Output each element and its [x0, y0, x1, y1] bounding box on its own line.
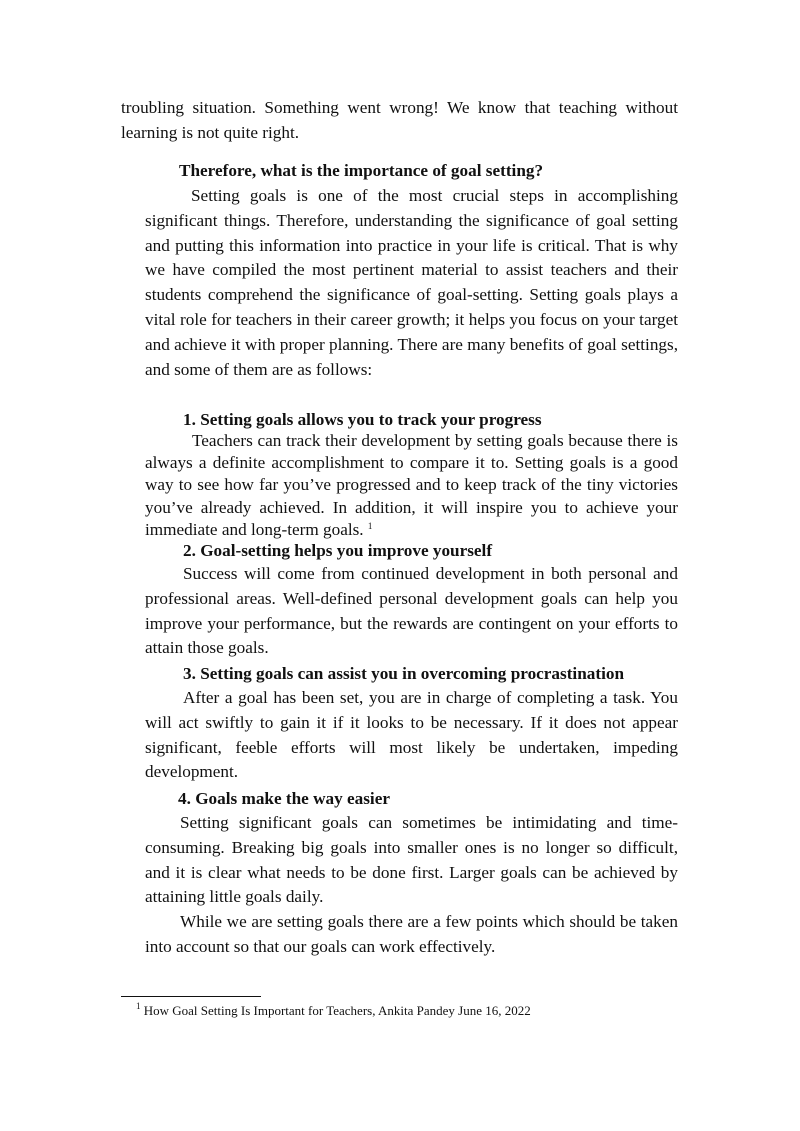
point-3-heading: 3. Setting goals can assist you in overcoming procrastination — [183, 664, 625, 683]
point-1-text: Teachers can track their development by setting goals because there is always a definite accomplishment to compare it to. Setting goals is a good way to see how far you’ve progressed and to keep track of the tiny victories you’ve already achieved. In addition, it will inspire you to achieve your immediate and long-term goals. — [145, 431, 678, 539]
section-heading: Therefore, what is the importance of goal setting? — [179, 161, 544, 180]
footnote-divider — [121, 996, 261, 997]
point-1-heading: 1. Setting goals allows you to track your progress — [183, 410, 542, 429]
point-3-paragraph: After a goal has been set, you are in charge of completing a task. You will act swiftly to gain it if it looks to be necessary. If it does not appear significant, feeble efforts will most likely be undertaken, impeding development. — [145, 688, 678, 782]
point-4-heading: 4. Goals make the way easier — [178, 789, 390, 808]
footnote-text: How Goal Setting Is Important for Teachers, Ankita Pandey June 16, 2022 — [143, 1003, 531, 1018]
footnote-mark: 1 — [136, 1001, 141, 1011]
point-4-paragraph: Setting significant goals can sometimes be intimidating and time-consuming. Breaking big goals into smaller ones is no longer so difficult, and it is clear what needs to be done first. Larger goals can be achieved by attaining little goals daily. — [145, 813, 678, 907]
closing-paragraph: While we are setting goals there are a few points which should be taken into account so that our goals can work effectively. — [145, 912, 678, 956]
section-paragraph: Setting goals is one of the most crucial steps in accomplishing significant things. Therefore, understanding the significance of goal setting and putting this information into practice in your life is critical. That is why we have compiled the most pertinent material to assist teachers and their students comprehend the significance of goal-setting. Setting goals plays a vital role for teachers in their career growth; it helps you focus on your target and achieve it with proper planning. There are many benefits of goal settings, and some of them are as follows: — [145, 186, 678, 379]
point-2-heading: 2. Goal-setting helps you improve yourself — [183, 541, 493, 560]
footnote — [136, 1003, 531, 1019]
point-2-paragraph: Success will come from continued development in both personal and professional areas. Well-defined personal development goals can help you improve your performance, but the rewards are contingent on your efforts to attain those goals. — [145, 564, 678, 658]
footnote-reference: 1 — [367, 520, 373, 531]
point-1-paragraph — [145, 430, 678, 541]
intro-paragraph: troubling situation. Something went wrong! We know that teaching without learning is not quite right. — [121, 98, 678, 142]
